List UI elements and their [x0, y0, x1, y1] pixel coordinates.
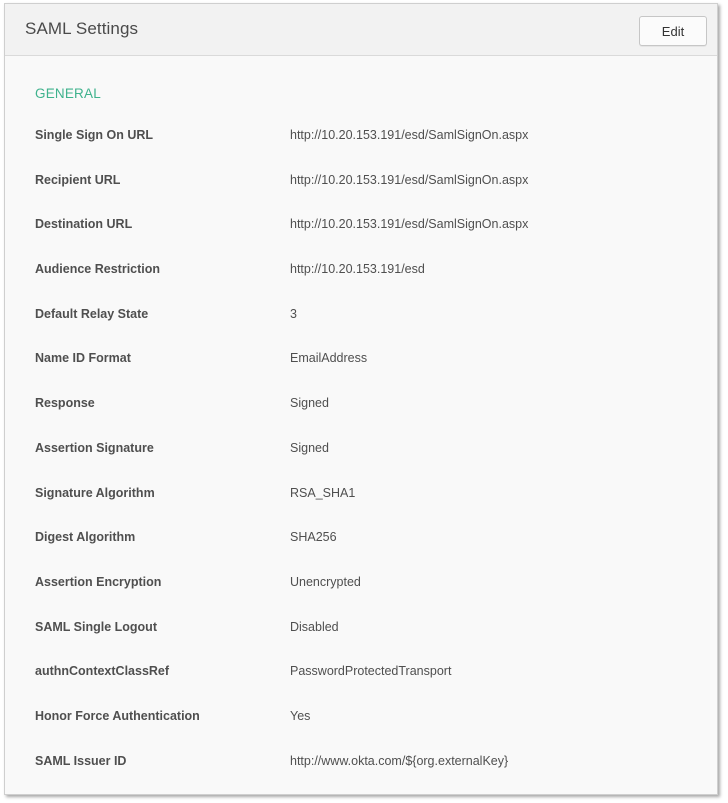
settings-value: 3: [290, 306, 297, 321]
settings-label: Assertion Encryption: [35, 574, 162, 589]
settings-value: http://10.20.153.191/esd/SamlSignOn.aspx: [290, 128, 529, 142]
settings-row: [35, 437, 695, 482]
settings-value: SHA256: [290, 530, 337, 545]
settings-label: Assertion Signature: [35, 440, 154, 455]
settings-label: Response: [35, 396, 95, 411]
saml-settings-panel: [4, 3, 718, 795]
settings-label: Honor Force Authentication: [35, 708, 200, 723]
section-title-general: GENERAL: [35, 86, 101, 101]
settings-value: Unencrypted: [290, 574, 361, 589]
settings-row: [35, 571, 695, 616]
settings-label: Signature Algorithm: [35, 485, 155, 500]
settings-row: [35, 213, 695, 258]
settings-row: [35, 750, 695, 795]
settings-label: Audience Restriction: [35, 262, 161, 277]
settings-value: EmailAddress: [290, 351, 368, 366]
settings-value: Signed: [290, 440, 329, 455]
settings-label: Destination URL: [35, 217, 133, 232]
settings-list: [35, 124, 695, 794]
settings-value: PasswordProtectedTransport: [290, 664, 452, 679]
settings-label: Recipient URL: [35, 172, 121, 187]
settings-row: [35, 705, 695, 750]
settings-row: [35, 258, 695, 303]
settings-value: http://10.20.153.191/esd/SamlSignOn.aspx: [290, 217, 529, 232]
panel-title: SAML Settings: [25, 19, 139, 38]
settings-value: http://10.20.153.191/esd: [290, 262, 425, 277]
settings-label: Default Relay State: [35, 306, 149, 321]
settings-value: RSA_SHA1: [290, 485, 356, 500]
panel-header: [5, 4, 717, 56]
settings-label: Name ID Format: [35, 351, 131, 366]
settings-row: [35, 660, 695, 705]
settings-row: [35, 392, 695, 437]
settings-row: [35, 482, 695, 527]
settings-row: [35, 347, 695, 392]
settings-row: [35, 526, 695, 571]
settings-row: [35, 169, 695, 214]
settings-value: http://10.20.153.191/esd/SamlSignOn.aspx: [290, 172, 529, 187]
settings-value: Disabled: [290, 619, 339, 634]
settings-label: SAML Issuer ID: [35, 753, 127, 768]
settings-value: Signed: [290, 396, 329, 411]
settings-value: http://www.okta.com/${org.externalKey}: [290, 753, 509, 768]
settings-value: Yes: [290, 708, 311, 723]
settings-row: [35, 616, 695, 661]
settings-row: [35, 124, 695, 169]
settings-row: [35, 303, 695, 348]
settings-label: Single Sign On URL: [35, 128, 154, 142]
settings-label: authnContextClassRef: [35, 664, 170, 679]
settings-label: Digest Algorithm: [35, 530, 136, 545]
settings-label: SAML Single Logout: [35, 619, 157, 634]
edit-button[interactable]: Edit: [639, 16, 707, 46]
